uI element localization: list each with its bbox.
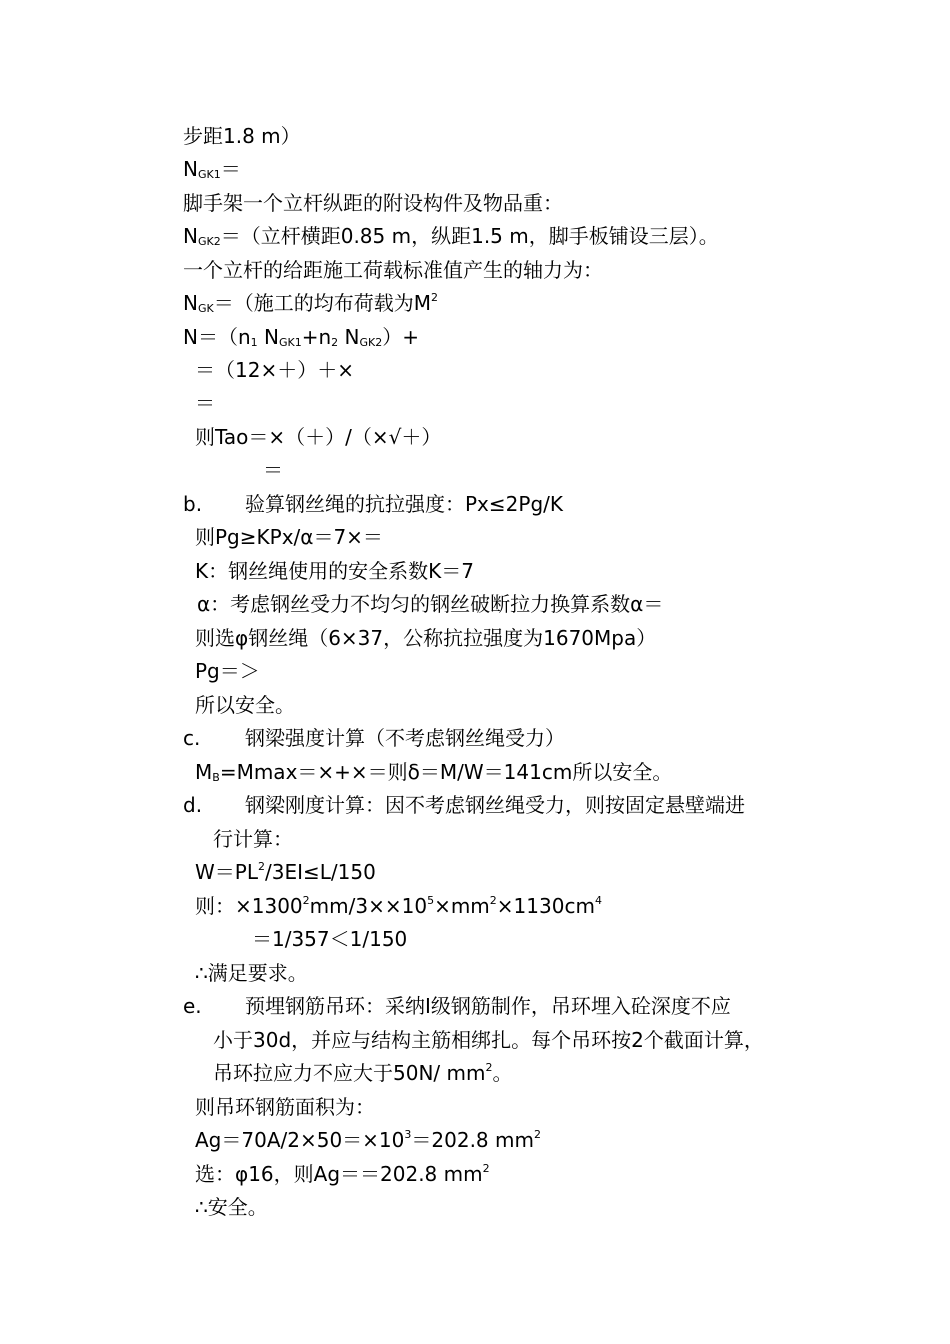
subscript: GK1	[278, 336, 302, 349]
text-span: 则Pg≥KPx/α＝7×＝	[195, 525, 383, 549]
superscript: 2	[257, 860, 265, 873]
text-span: ×mm	[434, 894, 490, 918]
section-b-heading	[245, 492, 563, 516]
text-span: 。	[492, 1061, 513, 1085]
text-span: Ag＝70A/2×50＝×10	[195, 1128, 405, 1152]
text-line-k-factor	[195, 559, 474, 583]
text-span: ＝202.8 mm	[411, 1128, 534, 1152]
text-span: N	[257, 325, 279, 349]
section-e-heading	[245, 994, 731, 1018]
text-line-attached-parts	[183, 191, 563, 215]
text-line-safe-e	[195, 1195, 268, 1219]
text-span: N＝（n	[183, 325, 251, 349]
subscript: 1	[250, 336, 258, 349]
text-span: ）+	[382, 325, 419, 349]
text-span: 步距1.8 m）	[183, 124, 301, 148]
text-span: ＝（施工的均布荷载为M	[213, 291, 431, 315]
text-line-ngk	[183, 291, 438, 315]
text-span: 一个立杆的给距施工荷载标准值产生的轴力为：	[183, 258, 603, 282]
text-span: N	[183, 291, 198, 315]
text-line-alpha	[197, 592, 663, 616]
superscript: 2	[302, 894, 310, 907]
text-span: 钢梁强度计算（不考虑钢丝绳受力）	[245, 726, 565, 750]
text-span: Pg＝＞	[195, 659, 260, 683]
subscript: GK2	[197, 235, 221, 248]
text-span: 吊环拉应力不应大于50N/ mm	[213, 1061, 486, 1085]
text-span: =Mmax＝×+×＝则δ＝M/W＝141cm所以安全。	[219, 760, 673, 784]
text-span: 则选φ钢丝绳（6×37，公称抗拉强度为1670Mpa）	[195, 626, 657, 650]
text-span: K：钢丝绳使用的安全系数K＝7	[195, 559, 474, 583]
subscript: 2	[331, 336, 339, 349]
text-line-satisfied	[195, 961, 308, 985]
subscript: B	[212, 771, 220, 784]
text-span: N	[183, 224, 198, 248]
section-marker-e: e.	[183, 994, 202, 1018]
text-span: 脚手架一个立杆纵距的附设构件及物品重：	[183, 191, 563, 215]
text-line-deflection-calc	[195, 894, 602, 918]
superscript: 3	[404, 1128, 412, 1141]
superscript: 5	[427, 894, 435, 907]
text-line-mb	[195, 760, 672, 784]
text-line-pg-check	[195, 525, 383, 549]
text-line-calc-3	[263, 458, 283, 482]
superscript: 2	[485, 1061, 493, 1074]
text-span: /3EI≤L/150	[264, 860, 376, 884]
subscript: GK	[197, 302, 214, 315]
subscript: GK2	[359, 336, 383, 349]
text-line-tao	[195, 425, 441, 449]
superscript: 2	[482, 1162, 490, 1175]
text-line-ngk2	[183, 224, 719, 248]
text-line-calc-2	[195, 391, 215, 415]
text-span: 则Tao＝×（＋）/（×√＋）	[195, 425, 442, 449]
section-d-heading	[245, 793, 745, 817]
text-line-select-phi16	[195, 1162, 490, 1186]
text-line-w-formula	[195, 860, 376, 884]
text-line-n-formula	[183, 325, 419, 349]
text-line-calc-1	[195, 358, 354, 382]
text-span: ＝	[263, 458, 283, 482]
text-span: 验算钢丝绳的抗拉强度：Px≤2Pg/K	[245, 492, 563, 516]
section-marker-d: d.	[183, 793, 203, 817]
section-c-heading	[245, 726, 565, 750]
text-span: ＝	[195, 391, 215, 415]
text-span: ∴满足要求。	[195, 961, 308, 985]
text-span: ×1130cm	[496, 894, 595, 918]
section-marker-c: c.	[183, 726, 201, 750]
text-span: ＝1/357＜1/150	[252, 927, 408, 951]
text-line-rope-select	[195, 626, 656, 650]
text-span: ＝（12×＋）＋×	[195, 358, 354, 382]
subscript: GK1	[197, 168, 221, 181]
text-span: W＝PL	[195, 860, 258, 884]
text-span: 选：φ16，则Ag＝＝202.8 mm	[195, 1162, 483, 1186]
text-span: 行计算：	[213, 827, 293, 851]
text-span: ＝（立杆横距0.85 m，纵距1.5 m，脚手板铺设三层）。	[220, 224, 719, 248]
text-span: 小于30d，并应与结构主筋相绑扎。每个吊环按2个截面计算，	[213, 1028, 764, 1052]
text-line-ngk1	[183, 157, 241, 181]
text-span: 预埋钢筋吊环：采纳Ⅰ级钢筋制作，吊环埋入砼深度不应	[245, 994, 731, 1018]
superscript: 2	[430, 291, 438, 304]
text-line-step-distance	[183, 124, 301, 148]
text-span: 所以安全。	[195, 693, 295, 717]
text-span: N	[338, 325, 360, 349]
text-line-safe-b	[195, 693, 295, 717]
text-span: 则吊环钢筋面积为：	[195, 1095, 375, 1119]
superscript: 2	[489, 894, 497, 907]
text-line-deflection-result	[252, 927, 407, 951]
text-span: ＝	[220, 157, 241, 181]
text-span: +n	[301, 325, 332, 349]
text-span: α：考虑钢丝受力不均匀的钢丝破断拉力换算系数α＝	[197, 592, 664, 616]
text-span: 钢梁刚度计算：因不考虑钢丝绳受力，则按固定悬壁端进	[245, 793, 745, 817]
superscript: 2	[533, 1128, 541, 1141]
text-span: N	[183, 157, 198, 181]
text-span: mm/3××10	[309, 894, 428, 918]
text-line-axial-force-intro	[183, 258, 603, 282]
section-e-heading-cont-2	[213, 1061, 512, 1085]
text-span: ∴安全。	[195, 1195, 268, 1219]
section-marker-b: b.	[183, 492, 203, 516]
text-line-pg-result	[195, 659, 260, 683]
text-line-ag-formula	[195, 1128, 541, 1152]
text-span: 则：×1300	[195, 894, 303, 918]
superscript: 4	[594, 894, 602, 907]
section-e-heading-cont-1	[213, 1028, 764, 1052]
text-line-ring-area	[195, 1095, 375, 1119]
text-span: M	[195, 760, 213, 784]
section-d-heading-cont	[213, 827, 293, 851]
